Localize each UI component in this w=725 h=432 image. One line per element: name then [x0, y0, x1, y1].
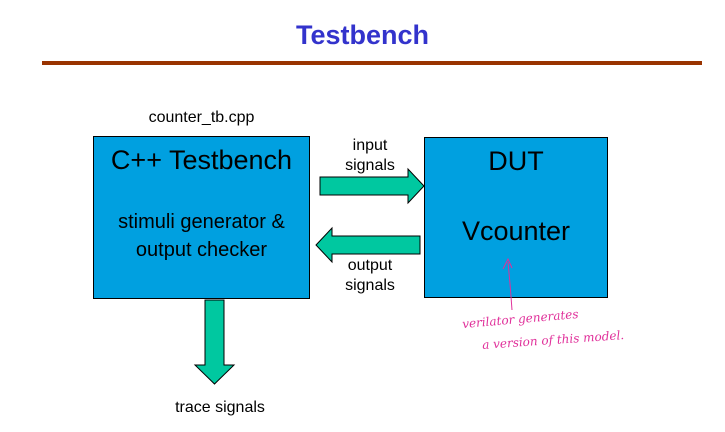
output-signals-arrow — [316, 228, 420, 262]
testbench-filename: counter_tb.cpp — [148, 109, 255, 126]
testbench-title: C++ Testbench — [110, 145, 293, 175]
annotation-line2: a version of this model. — [481, 328, 625, 352]
annotation-pointer-head — [503, 259, 512, 269]
input-signals-label-line2: signals — [345, 157, 395, 174]
annotation-pointer — [508, 262, 512, 310]
output-signals-label-line2: signals — [345, 277, 395, 294]
output-signals-label-line1: output — [347, 257, 393, 274]
input-signals-label-line1: input — [352, 137, 388, 154]
input-signals-arrow — [320, 169, 424, 203]
dut-module-name: Vcounter — [461, 216, 571, 246]
dut-title: DUT — [488, 146, 544, 176]
trace-signals-label: trace signals — [175, 399, 265, 416]
annotation-line1: verilator generates — [461, 306, 580, 332]
slide-title: Testbench — [295, 20, 430, 50]
trace-signals-arrow — [195, 300, 234, 384]
testbench-description-line2: output checker — [135, 239, 268, 261]
testbench-description-line1: stimuli generator & — [118, 211, 285, 233]
